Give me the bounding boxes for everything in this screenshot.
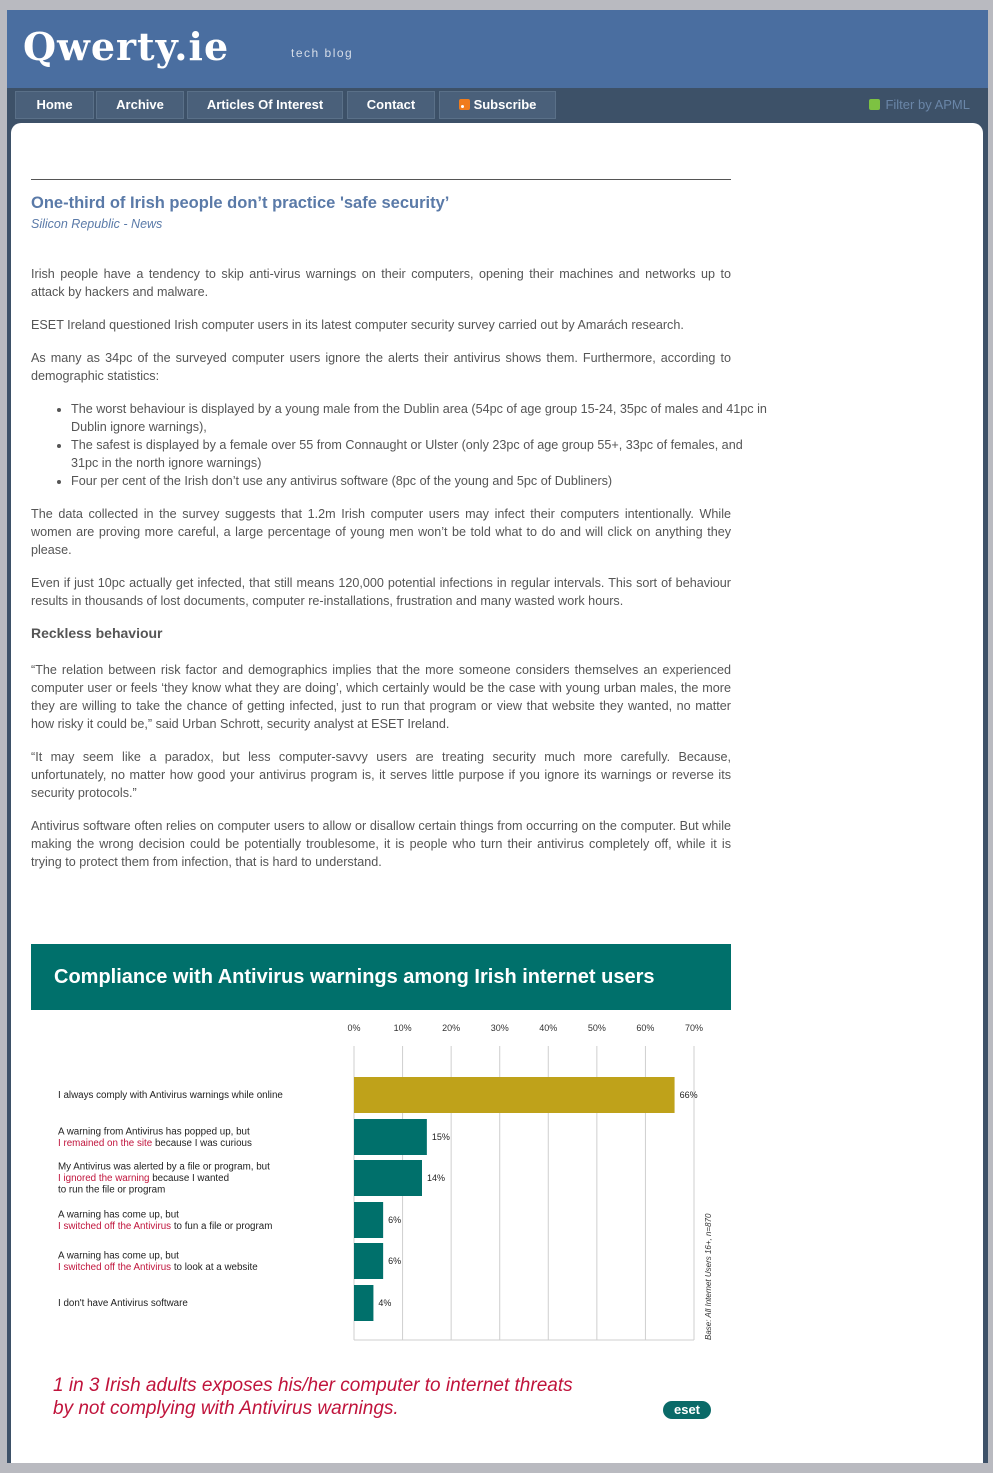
bar-value-label: 14% xyxy=(427,1173,446,1183)
article-paragraph: The data collected in the survey suggests that 1.2m Irish computer users may infect their computers intentionally. While women are proving more careful, a large percentage of young men won’t be told what to do and will click on anything they please. xyxy=(31,507,731,557)
nav-contact[interactable] xyxy=(347,91,435,119)
nav-subscribe[interactable] xyxy=(439,91,556,119)
chart-plot xyxy=(31,1010,731,1370)
category-label-segment: I switched off the Antivirus xyxy=(58,1261,172,1273)
site-tagline: tech blog xyxy=(291,46,354,60)
bar xyxy=(354,1077,675,1113)
article-paragraph: ESET Ireland questioned Irish computer users in its latest computer security survey carried out by Amarách research. xyxy=(31,318,684,332)
bar-value-label: 6% xyxy=(388,1256,402,1266)
article xyxy=(31,179,767,886)
category-label xyxy=(58,1262,258,1273)
article-paragraph: “The relation between risk factor and demographics implies that the more someone considers themselves an experienced computer user or feels ‘they know what they are doing’, which certainly would be the case with young urban males, the more they are willing to take the chance of getting infected, just to run that program or view that website they wanted, no matter how risky it could be,” said Urban Schrott, security analyst at ESET Ireland. xyxy=(31,663,731,731)
nav-subscribe-label: Subscribe xyxy=(473,97,537,112)
nav-archive-label: Archive xyxy=(116,97,164,112)
category-label xyxy=(58,1298,188,1309)
category-label-segment: I ignored the warning xyxy=(58,1173,150,1184)
x-tick-label: 30% xyxy=(490,1023,509,1033)
bar-value-label: 66% xyxy=(679,1090,698,1100)
bar xyxy=(354,1160,422,1196)
nav-articles-of-interest[interactable] xyxy=(187,91,343,119)
stats-list xyxy=(31,400,771,490)
nav-archive[interactable] xyxy=(96,91,184,119)
category-label xyxy=(58,1250,179,1261)
category-label-segment: A warning has come up, but xyxy=(58,1250,179,1262)
content-panel xyxy=(11,123,983,1463)
x-tick-label: 60% xyxy=(636,1023,655,1033)
category-label-segment: A warning has come up, but xyxy=(58,1209,179,1221)
category-label-segment: I don't have Antivirus software xyxy=(58,1298,188,1309)
category-label xyxy=(58,1126,250,1137)
category-label-segment: I always comply with Antivirus warnings while online xyxy=(58,1090,283,1101)
bar xyxy=(354,1285,373,1321)
bar-value-label: 4% xyxy=(378,1298,392,1308)
article-source[interactable]: Silicon Republic - News xyxy=(31,217,163,231)
x-tick-label: 0% xyxy=(347,1023,361,1033)
apml-label: Filter by APML xyxy=(885,97,970,112)
footnote-line: 1 in 3 Irish adults exposes his/her computer to internet threats xyxy=(53,1375,573,1396)
footnote-line: by not complying with Antivirus warnings. xyxy=(53,1398,399,1419)
x-tick-label: 40% xyxy=(539,1023,558,1033)
category-label-segment: My Antivirus was alerted by a file or program, but xyxy=(58,1161,270,1173)
chart-title: Compliance with Antivirus warnings among Irish internet users xyxy=(31,944,731,1010)
bar-value-label: 6% xyxy=(388,1215,402,1225)
category-label-segment: to fun a file or program xyxy=(171,1220,273,1232)
list-item: • Four per cent of the Irish don’t use any antivirus software (8pc of the young and 5pc of Dubliners) xyxy=(71,472,771,490)
category-label-segment: to run the file or program xyxy=(58,1184,166,1196)
x-tick-label: 20% xyxy=(442,1023,461,1033)
category-label xyxy=(58,1209,179,1220)
nav-home[interactable] xyxy=(15,91,94,119)
eset-logo: eset xyxy=(663,1401,711,1419)
article-title[interactable]: One-third of Irish people don’t practice 'safe security’ xyxy=(31,194,450,212)
page-frame xyxy=(7,10,988,1463)
category-label xyxy=(58,1090,283,1101)
category-label xyxy=(58,1162,270,1173)
category-label-segment: I remained on the site xyxy=(58,1137,153,1149)
category-label xyxy=(58,1221,272,1232)
article-paragraph: Even if just 10pc actually get infected, that still means 120,000 potential infections in regular intervals. This sort of behaviour results in thousands of lost documents, computer re-installations, frustration and many wasted work hours. xyxy=(31,576,731,608)
section-heading: Reckless behaviour xyxy=(31,625,163,641)
apml-icon xyxy=(869,99,880,110)
base-note: Base: All Internet Users 16+, n=870 xyxy=(704,1213,713,1340)
divider xyxy=(31,179,731,180)
main-nav xyxy=(7,88,988,123)
nav-home-label: Home xyxy=(36,97,73,112)
category-label-segment: because I wanted xyxy=(149,1173,230,1184)
article-paragraph: As many as 34pc of the surveyed computer users ignore the alerts their antivirus shows them. Furthermore, according to demographic statistics: xyxy=(31,351,731,383)
list-item: • The worst behaviour is displayed by a young male from the Dublin area (54pc of age group 15-24, 35pc of males and 41pc in Dublin ignore warnings), xyxy=(71,400,771,436)
article-paragraph: Irish people have a tendency to skip anti-virus warnings on their computers, opening their machines and networks up to attack by hackers and malware. xyxy=(31,267,731,299)
x-tick-label: 50% xyxy=(587,1023,606,1033)
category-label xyxy=(58,1185,165,1196)
article-paragraph: Antivirus software often relies on computer users to allow or disallow certain things from occurring on the computer. But while making the wrong decision could be potentially troublesome, it is people who turn their antivirus completely off, while it is trying to protect them from infection, that is hard to understand. xyxy=(31,819,731,869)
bar-value-label: 15% xyxy=(431,1132,450,1142)
nav-contact-label: Contact xyxy=(366,97,416,112)
category-label-segment: because I was curious xyxy=(152,1137,252,1149)
site-logo[interactable]: Qwerty.ie xyxy=(23,24,230,69)
category-label-segment: A warning from Antivirus has popped up, but xyxy=(58,1126,250,1138)
category-label xyxy=(58,1173,229,1184)
category-label-segment: to look at a website xyxy=(171,1261,258,1273)
x-tick-label: 10% xyxy=(393,1023,412,1033)
bar xyxy=(354,1119,427,1155)
bar xyxy=(354,1202,383,1238)
filter-by-apml-link[interactable] xyxy=(869,97,970,112)
nav-articles-label: Articles Of Interest xyxy=(206,97,324,112)
infographic-chart xyxy=(31,944,731,1444)
category-label-segment: I switched off the Antivirus xyxy=(58,1220,172,1232)
category-label xyxy=(58,1138,252,1149)
bar xyxy=(354,1243,383,1279)
masthead xyxy=(7,10,988,88)
chart-footnote xyxy=(53,1374,573,1420)
article-paragraph: “It may seem like a paradox, but less computer-savvy users are treating security much more carefully. Because, unfortunately, no matter how good your antivirus program is, it serves little purpose if you ignore its warnings or reverse its security protocols.” xyxy=(31,750,731,800)
list-item: • The safest is displayed by a female over 55 from Connaught or Ulster (only 23pc of age group 55+, 33pc of females, and 31pc in the north ignore warnings) xyxy=(71,436,771,472)
x-tick-label: 70% xyxy=(684,1023,704,1033)
rss-icon xyxy=(459,99,470,110)
